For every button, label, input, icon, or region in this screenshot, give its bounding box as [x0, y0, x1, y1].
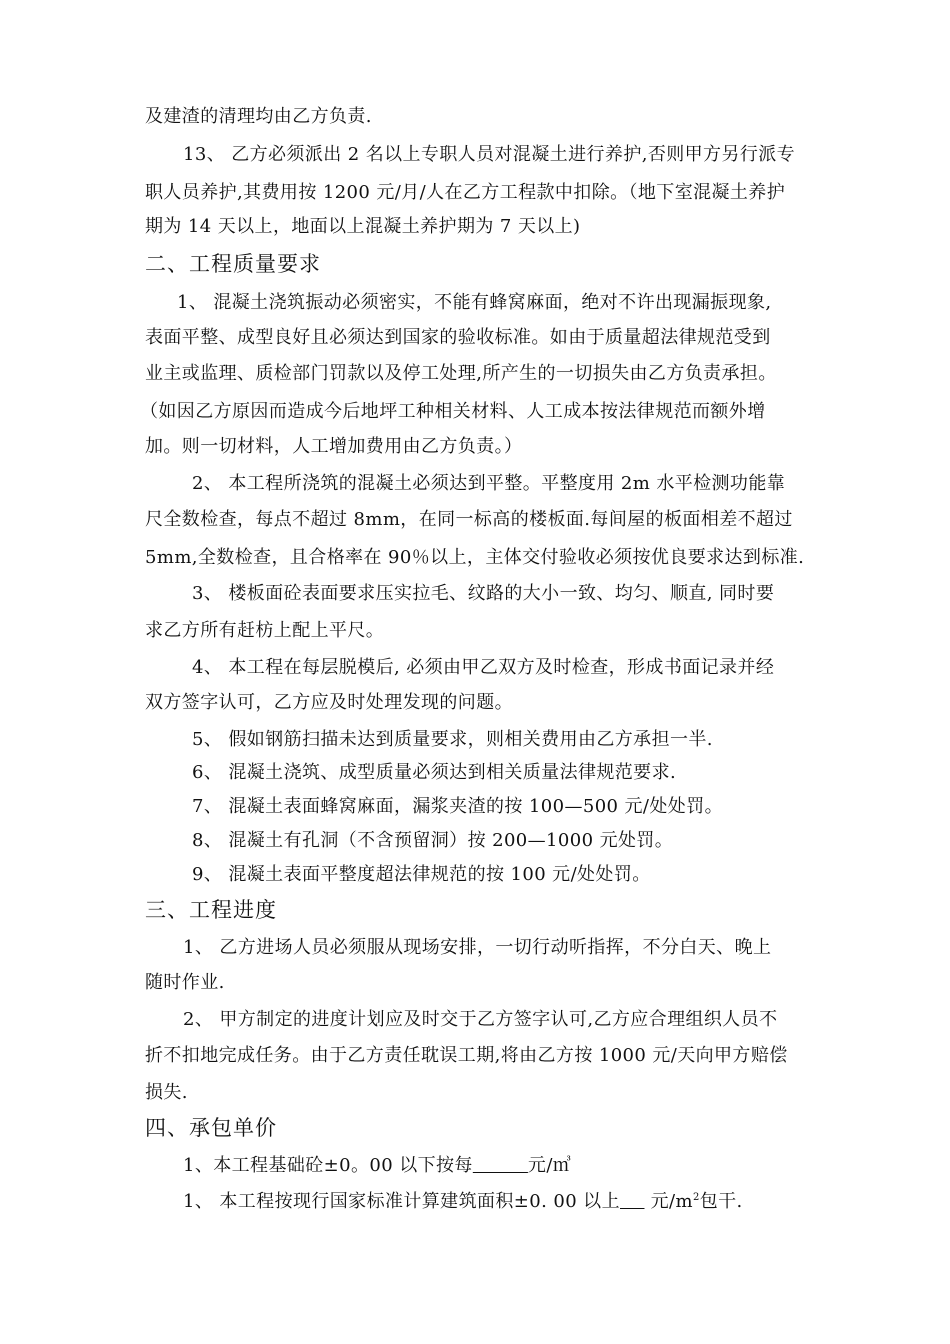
paragraph-line: 随时作业. [145, 972, 225, 993]
paragraph-line: 业主或监理、质检部门罚款以及停工处理,所产生的一切损失由乙方负责承担。 [145, 363, 777, 384]
paragraph-line: 5mm,全数检查，且合格率在 90％以上，主体交付验收必须按优良要求达到标准. [145, 547, 805, 568]
paragraph-line: 尺全数检查，每点不超过 8mm，在同一标高的楼板面.每间屋的板面相差不超过 [145, 509, 793, 530]
price-line-tail: 包干. [699, 1191, 743, 1212]
paragraph-line: 1、 乙方进场人员必须服从现场安排，一切行动听指挥，不分白天、晚上 [183, 937, 772, 958]
paragraph-line: 损失. [145, 1082, 188, 1103]
paragraph-line: 求乙方所有赶枋上配上平尺。 [145, 620, 385, 641]
paragraph-line: 13、 乙方必须派出 2 名以上专职人员对混凝土进行养护,否则甲方另行派专 [183, 144, 796, 165]
paragraph-line: 表面平整、成型良好且必须达到国家的验收标准。如由于质量超法律规范受到 [145, 327, 771, 348]
fill-in-blank [473, 1153, 528, 1179]
paragraph-line: 2、 甲方制定的进度计划应及时交于乙方签字认可,乙方应合理组织人员不 [183, 1009, 778, 1030]
section-heading: 三、工程进度 [145, 898, 277, 922]
paragraph-line: 期为 14 天以上，地面以上混凝土养护期为 7 天以上) [145, 216, 581, 237]
paragraph-line: 4、 本工程在每层脱模后, 必须由甲乙双方及时检查，形成书面记录并经 [192, 657, 775, 678]
price-line-text: 1、本工程基础砼±0。00 以下按每 [183, 1155, 473, 1176]
paragraph-line: （如因乙方原因而造成今后地坪工种相关材料、人工成本按法律规范而额外增 [140, 401, 766, 422]
price-line-foundation [183, 1153, 853, 1179]
paragraph-line: 1、 混凝土浇筑振动必须密实，不能有蜂窝麻面，绝对不许出现漏振现象, [177, 292, 772, 313]
paragraph-line: 及建渣的清理均由乙方负责. [145, 106, 372, 127]
paragraph-line: 8、 混凝土有孔洞（不含预留洞）按 200—1000 元处罚。 [192, 830, 674, 851]
price-line-unit: 元/m [644, 1191, 693, 1212]
fill-in-blank [620, 1189, 645, 1215]
superscript-2: 2 [692, 1192, 700, 1203]
paragraph-line: 职人员养护,其费用按 1200 元/月/人在乙方工程款中扣除。（地下室混凝土养护 [145, 182, 786, 203]
price-line-above-ground [183, 1189, 853, 1215]
paragraph-line: 加。则一切材料，人工增加费用由乙方负责。） [145, 436, 523, 457]
paragraph-line: 6、 混凝土浇筑、成型质量必须达到相关质量法律规范要求. [192, 762, 677, 783]
section-heading: 四、承包单价 [145, 1116, 277, 1140]
paragraph-line: 折不扣地完成任务。由于乙方责任耽误工期,将由乙方按 1000 元/天向甲方赔偿 [145, 1045, 788, 1066]
paragraph-line: 双方签字认可，乙方应及时处理发现的问题。 [145, 692, 513, 713]
price-line-unit: 元/㎥ [527, 1155, 572, 1176]
price-line-text: 1、 本工程按现行国家标准计算建筑面积±0. 00 以上 [183, 1191, 620, 1212]
section-heading: 二、工程质量要求 [145, 252, 321, 276]
paragraph-line: 2、 本工程所浇筑的混凝土必须达到平整。平整度用 2m 水平检测功能靠 [192, 473, 786, 494]
paragraph-line: 9、 混凝土表面平整度超法律规范的按 100 元/处处罚。 [192, 864, 651, 885]
paragraph-line: 3、 楼板面砼表面要求压实拉毛、纹路的大小一致、均匀、顺直, 同时要 [192, 583, 775, 604]
paragraph-line: 7、 混凝土表面蜂窝麻面，漏浆夹渣的按 100—500 元/处处罚。 [192, 796, 723, 817]
paragraph-line: 5、 假如钢筋扫描未达到质量要求，则相关费用由乙方承担一半. [192, 729, 713, 750]
